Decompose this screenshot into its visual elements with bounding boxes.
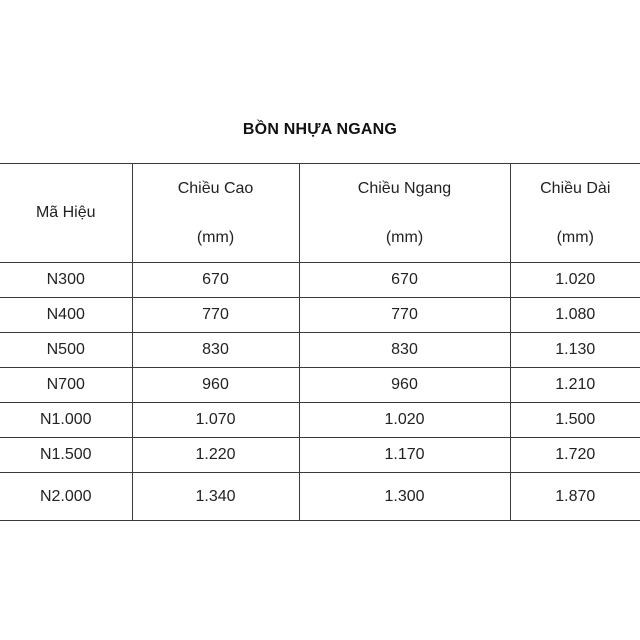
header-row bbox=[0, 164, 640, 263]
cell-height: 830 bbox=[132, 333, 299, 368]
table-title: BỒN NHỰA NGANG bbox=[242, 121, 398, 138]
cell-model-code: N1.500 bbox=[0, 438, 132, 473]
cell-width: 770 bbox=[299, 298, 510, 333]
header-label: Chiều Dài bbox=[540, 179, 611, 197]
header-label: Chiều Cao bbox=[177, 179, 254, 197]
table-row bbox=[0, 403, 640, 438]
table-row bbox=[0, 333, 640, 368]
cell-height: 1.220 bbox=[132, 438, 299, 473]
cell-model-code: N700 bbox=[0, 368, 132, 403]
cell-height: 1.070 bbox=[132, 403, 299, 438]
cell-width: 830 bbox=[299, 333, 510, 368]
cell-width: 1.300 bbox=[299, 473, 510, 521]
header-width bbox=[299, 164, 510, 263]
cell-length: 1.500 bbox=[510, 403, 640, 438]
cell-height: 770 bbox=[132, 298, 299, 333]
cell-model-code: N1.000 bbox=[0, 403, 132, 438]
cell-length: 1.080 bbox=[510, 298, 640, 333]
table-row bbox=[0, 368, 640, 403]
cell-model-code: N2.000 bbox=[0, 473, 132, 521]
header-model-code bbox=[0, 164, 132, 263]
table-row bbox=[0, 473, 640, 521]
header-unit: (mm) bbox=[196, 228, 235, 246]
header-unit: (mm) bbox=[385, 228, 424, 246]
header-label: Mã Hiệu bbox=[35, 204, 96, 221]
table-row bbox=[0, 263, 640, 298]
cell-length: 1.210 bbox=[510, 368, 640, 403]
table-row bbox=[0, 438, 640, 473]
header-length bbox=[510, 164, 640, 263]
table-row bbox=[0, 298, 640, 333]
cell-length: 1.870 bbox=[510, 473, 640, 521]
cell-height: 960 bbox=[132, 368, 299, 403]
cell-width: 670 bbox=[299, 263, 510, 298]
cell-width: 1.170 bbox=[299, 438, 510, 473]
cell-length: 1.130 bbox=[510, 333, 640, 368]
cell-width: 1.020 bbox=[299, 403, 510, 438]
cell-model-code: N300 bbox=[0, 263, 132, 298]
cell-model-code: N500 bbox=[0, 333, 132, 368]
cell-height: 670 bbox=[132, 263, 299, 298]
cell-height: 1.340 bbox=[132, 473, 299, 521]
spec-table bbox=[0, 163, 640, 521]
header-label: Chiều Ngang bbox=[357, 179, 452, 197]
cell-model-code: N400 bbox=[0, 298, 132, 333]
cell-length: 1.020 bbox=[510, 263, 640, 298]
header-unit: (mm) bbox=[556, 228, 594, 246]
cell-width: 960 bbox=[299, 368, 510, 403]
cell-length: 1.720 bbox=[510, 438, 640, 473]
header-height bbox=[132, 164, 299, 263]
